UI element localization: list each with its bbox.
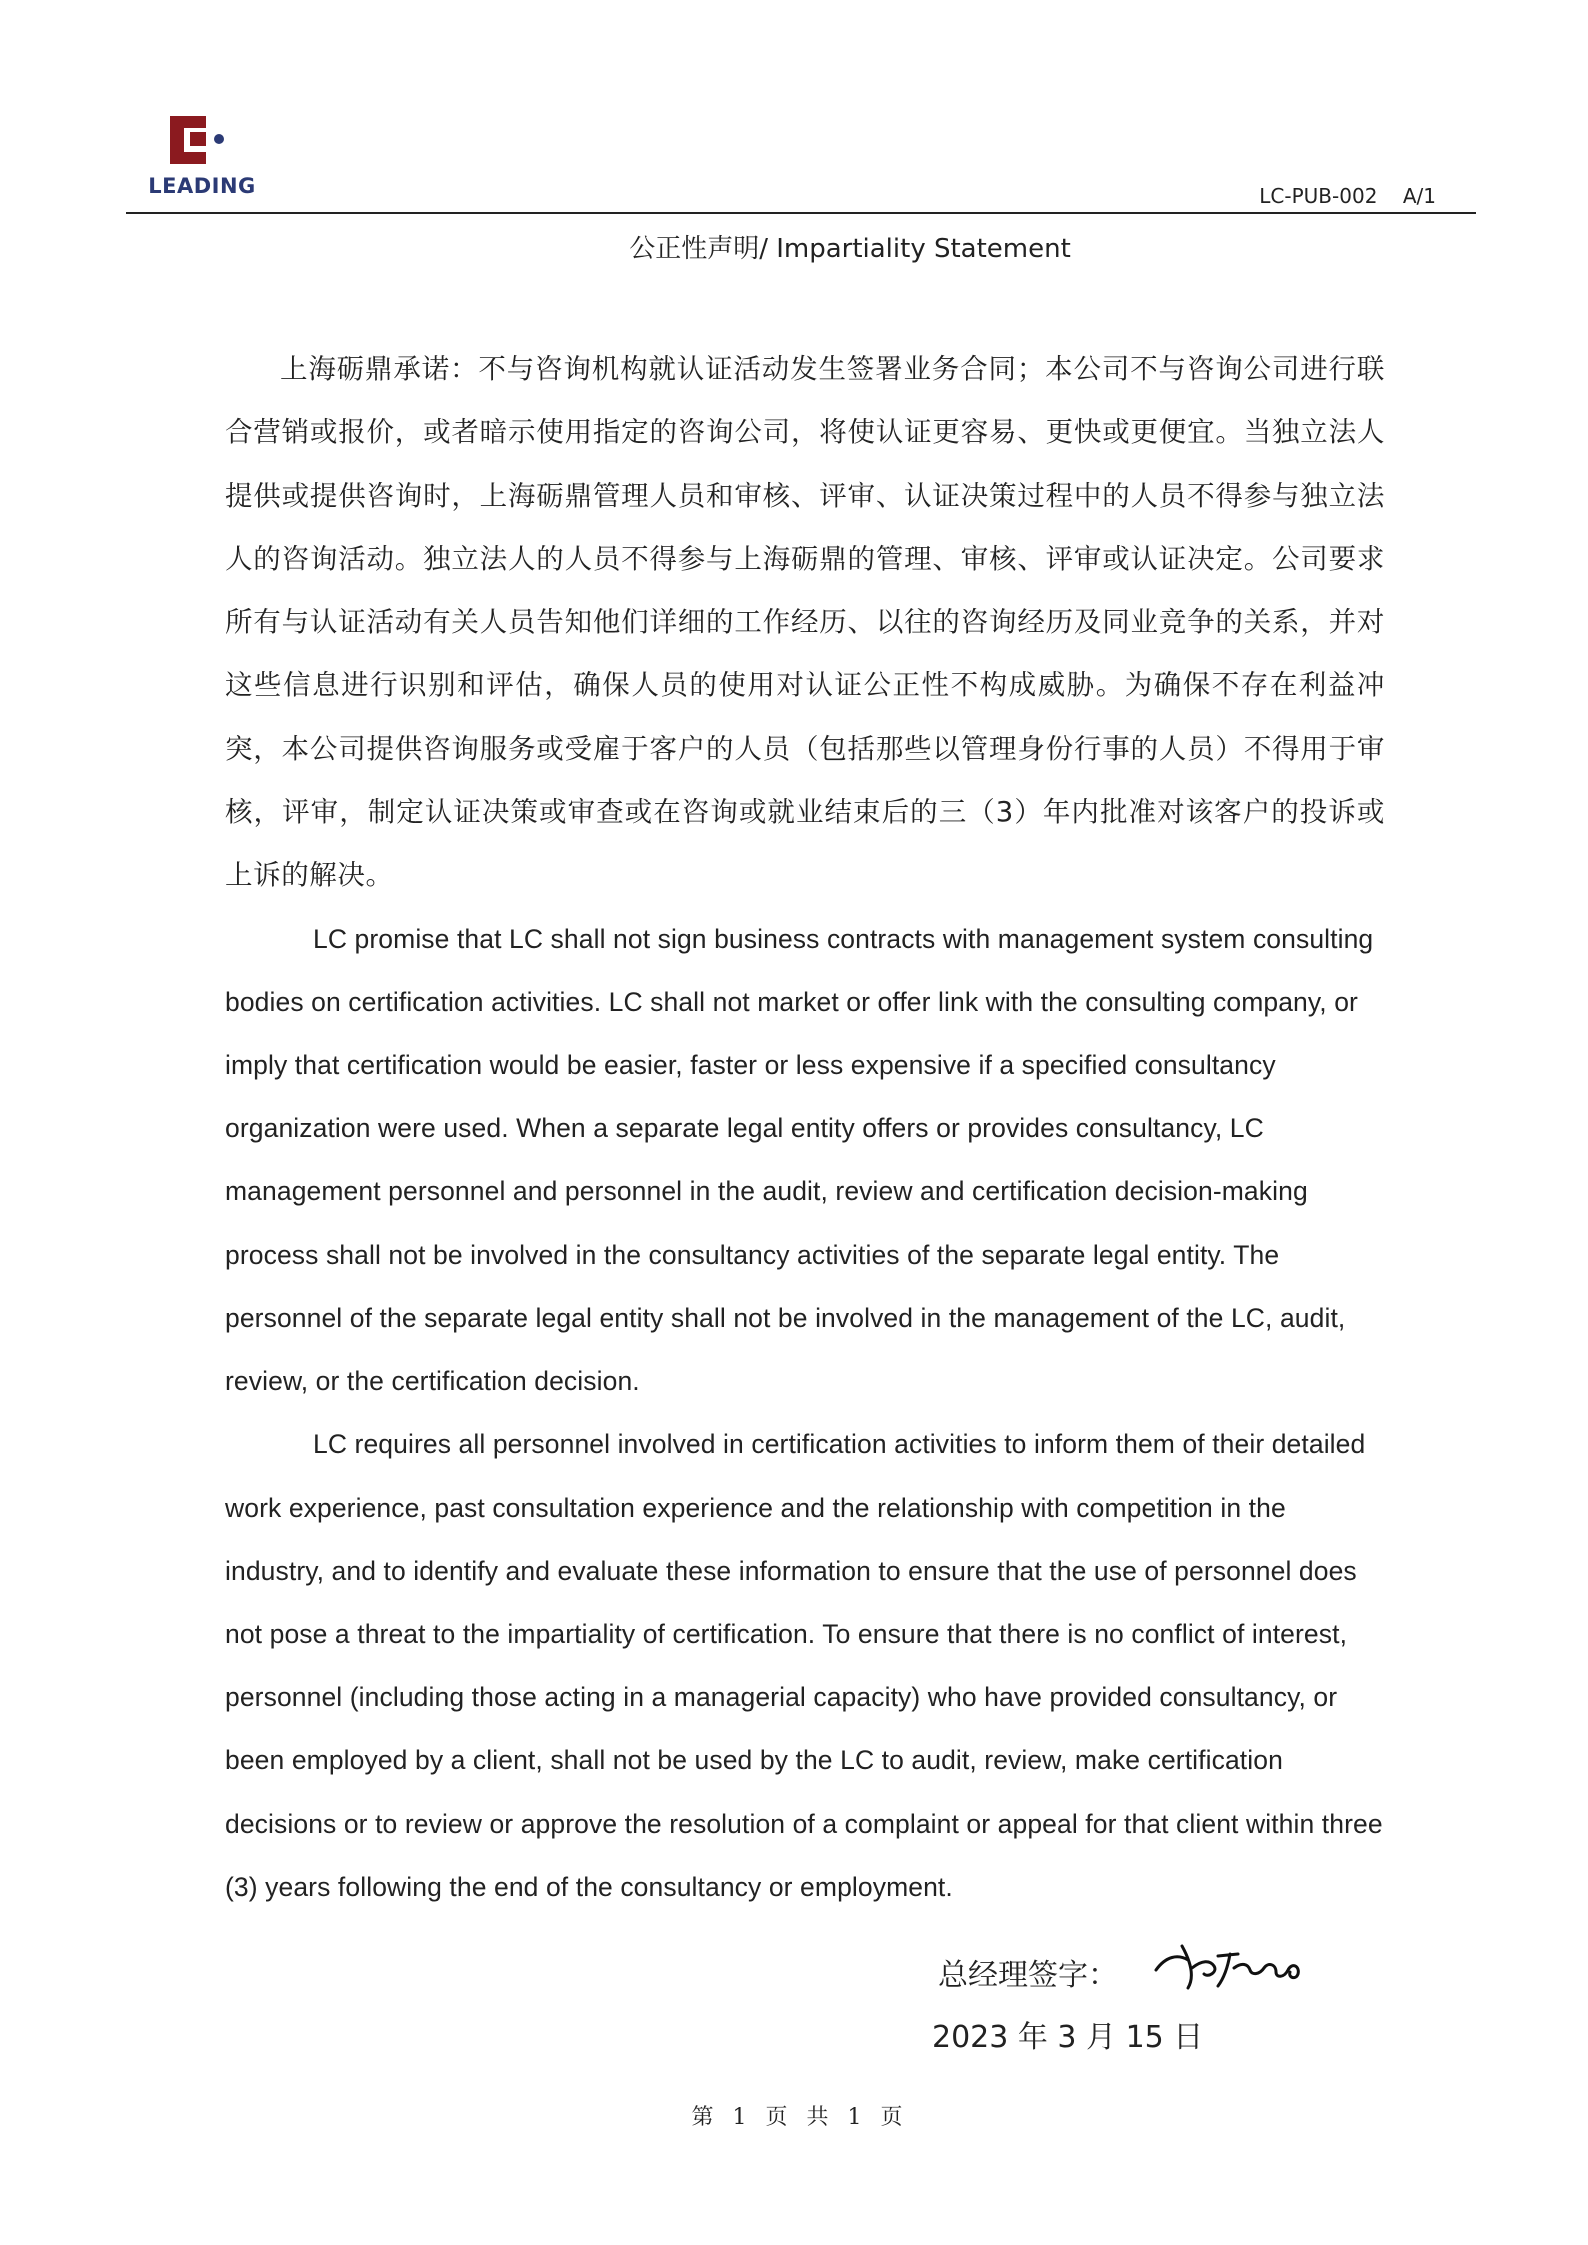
signature-block xyxy=(932,1948,1338,2088)
leading-logo-icon xyxy=(166,112,238,172)
logo-text: LEADING xyxy=(148,174,256,198)
paragraph-english-2: LC requires all personnel involved in certification activities to inform them of their detailed work experience, past consultation experience and the relationship with competition in the industry, and to identify and evaluate these information to ensure that the use of personnel does not pose a threat to the impartiality of certification. To ensure that there is no conflict of interest, personnel (including those acting in a managerial capacity) who have provided consultancy, or been employed by a client, shall not be used by the LC to audit, review, make certification decisions or to review or approve the resolution of a complaint or appeal for that client within three (3) years following the end of the consultancy or employment. xyxy=(225,1429,1383,1902)
document-title xyxy=(0,228,1588,265)
handwritten-signature xyxy=(1148,1926,1308,1996)
header-divider xyxy=(126,212,1476,214)
paragraph-chinese: 上海砺鼎承诺：不与咨询机构就认证活动发生签署业务合同；本公司不与咨询公司进行联合营销或报价，或者暗示使用指定的咨询公司，将使认证更容易、更快或更便宜。当独立法人提供或提供咨询时，上海砺鼎管理人员和审核、评审、认证决策过程中的人员不得参与独立法人的咨询活动。独立法人的人员不得参与上海砺鼎的管理、审核、评审或认证决定。公司要求所有与认证活动有关人员告知他们详细的工作经历、以往的咨询经历及同业竞争的关系，并对这些信息进行识别和评估，确保人员的使用对认证公正性不构成威胁。为确保不存在利益冲突，本公司提供咨询服务或受雇于客户的人员（包括那些以管理身份行事的人员）不得用于审核，评审，制定认证决策或审查或在咨询或就业结束后的三（3）年内批准对该客户的投诉或上诉的解决。 xyxy=(225,353,1385,892)
document-code: LC-PUB-002 A/1 xyxy=(1259,184,1436,208)
signature-date: 2023 年 3 月 15 日 xyxy=(932,2020,1204,2055)
company-logo xyxy=(132,112,272,202)
page-footer: 第 1 页 共 1 页 xyxy=(691,2105,909,2130)
signature-label: 总经理签字： xyxy=(938,1958,1118,1993)
document-body xyxy=(225,338,1385,1919)
title-text: 公正性声明/ Impartiality Statement xyxy=(629,234,1071,264)
paragraph-english-1: LC promise that LC shall not sign business contracts with management system consulting bodies on certification activities. LC shall not market or offer link with the consulting company, or imply that certification would be easier, faster or less expensive if a specified consultancy organization were used. When a separate legal entity offers or provides consultancy, LC management personnel and personnel in the audit, review and certification decision-making process shall not be involved in the consultancy activities of the separate legal entity. The personnel of the separate legal entity shall not be involved in the management of the LC, audit, review, or the certification decision. xyxy=(225,923,1374,1397)
